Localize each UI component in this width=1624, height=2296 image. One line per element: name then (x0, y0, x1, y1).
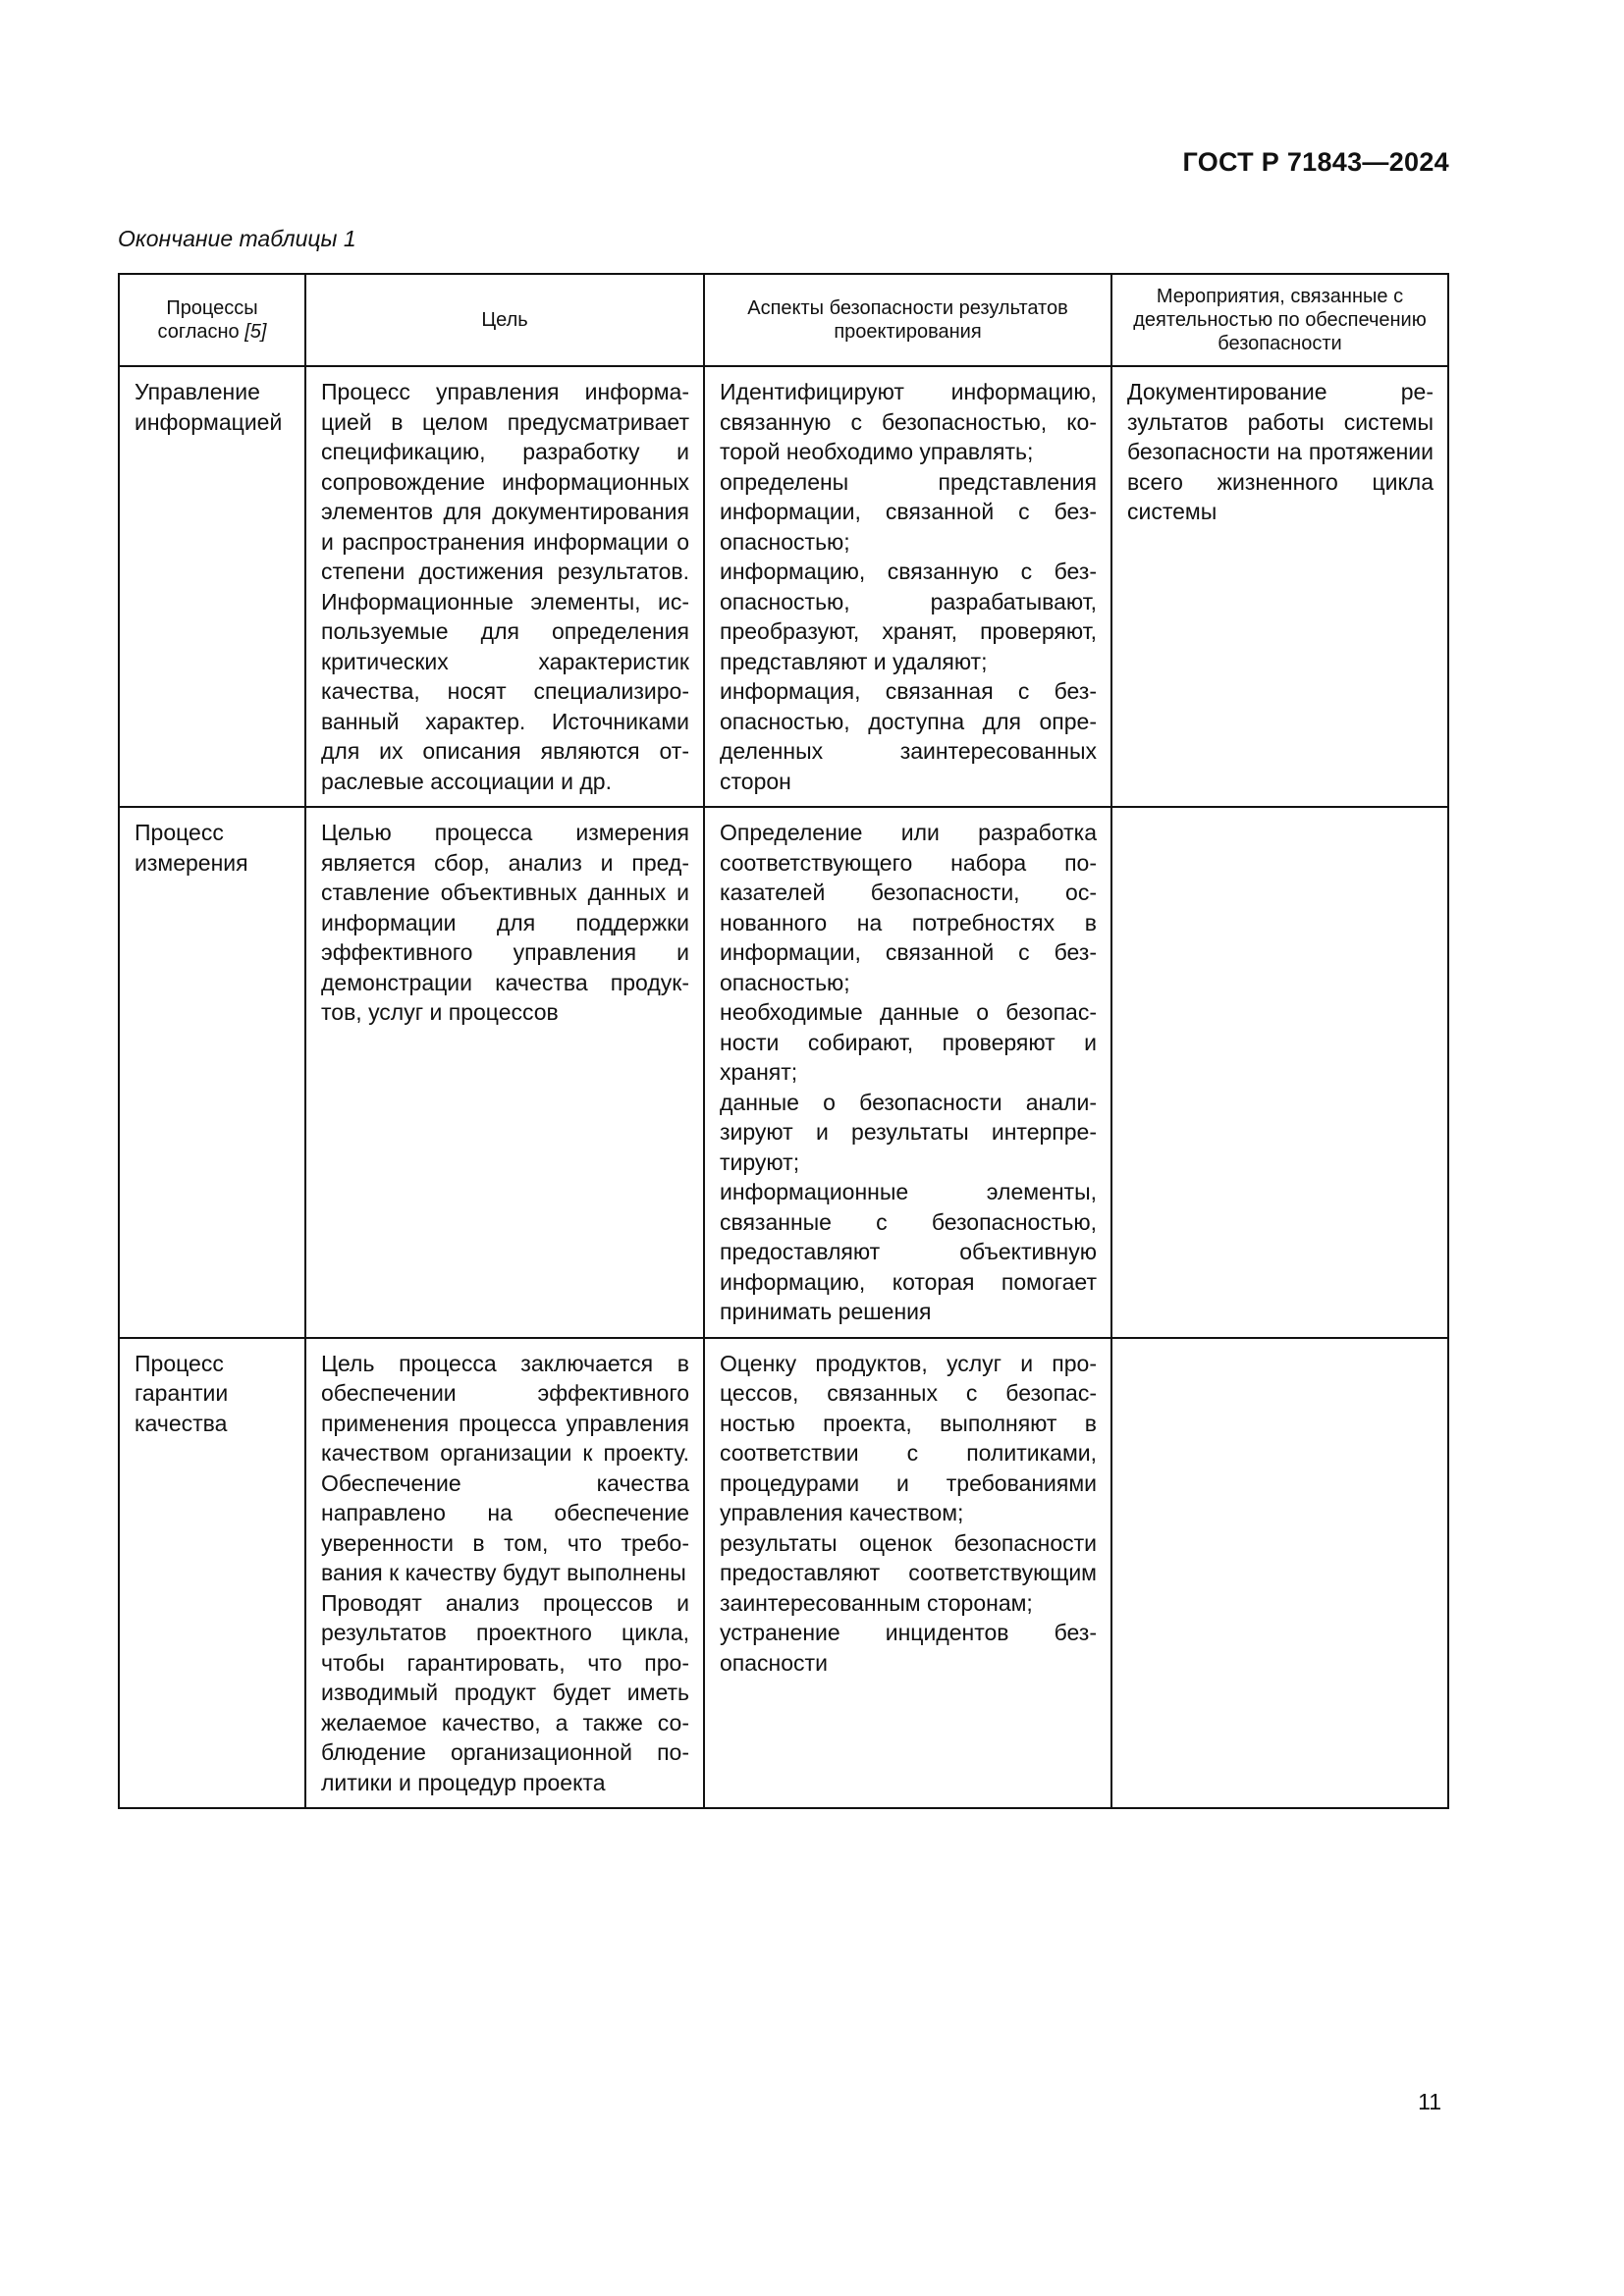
page-number: 11 (1418, 2089, 1441, 2114)
activities-cell: Документирование результатов работы системы безопасности на протяжении всего жизненного цикла системы (1111, 366, 1448, 807)
aspect-item: устранение инцидентов безопасности (720, 1620, 1097, 1676)
aspect-item: необходимые данные о безопасности собирают, проверяют и хранят; (720, 999, 1097, 1085)
goal-paragraph: Проводят анализ процессов и результатов проектного цикла, чтобы гарантировать, что производимый продукт будет иметь желаемое качество, а также соблюдение организационной политики и процедур проекта (321, 1589, 689, 1795)
table-1-continuation (118, 273, 1449, 1809)
header-security-aspects: Аспекты безопасности результатов проектирования (704, 274, 1111, 366)
goal-cell: Процесс управления информацией в целом предусматривает спецификацию, разработку и сопровождение информационных элементов для документирования и распространения информации о степени достижения результатов. Информационные элементы, используемые для определения критических характеристик качества, носят специализированный характер. Источниками для их описания являются отраслевые ассоциации и др. (305, 366, 704, 807)
aspects-cell (704, 1338, 1111, 1809)
document-code: ГОСТ Р 71843—2024 (1182, 147, 1449, 177)
header-goal: Цель (305, 274, 704, 366)
aspect-item: данные о безопасности анализируют и результаты интерпретируют; (720, 1089, 1097, 1175)
table-row (119, 366, 1448, 807)
header-processes: Процессы согласно [5] (119, 274, 305, 366)
aspect-item: Определение или разработка соответствующего набора показателей безопасности, основанного на потребностях в информации, связанной с безопасностью; (720, 820, 1097, 995)
table-row (119, 807, 1448, 1338)
goal-cell (305, 1338, 704, 1809)
table-row (119, 1338, 1448, 1809)
process-cell: Процесс гарантии качества (119, 1338, 305, 1809)
table-header-row (119, 274, 1448, 366)
aspect-item: Оценку продуктов, услуг и процессов, связанных с безопасностью проекта, выполняют в соответствии с политиками, процедурами и требованиями управления качеством; (720, 1350, 1097, 1525)
reference-5: [5] (244, 321, 267, 343)
activities-cell (1111, 1338, 1448, 1809)
goal-cell: Целью процесса измерения является сбор, анализ и представление объективных данных и информации для поддержки эффективного управления и демонстрации качества продуктов, услуг и процессов (305, 807, 704, 1338)
header-security-activities: Мероприятия, связанные с деятельностью по обеспечению безопасности (1111, 274, 1448, 366)
goal-paragraph: Цель процесса заключается в обеспечении эффективного применения процесса управления качеством организации к проекту. Обеспечение качества направлено на обеспечение уверенности в том, что требования к качеству будут выполнены (321, 1350, 689, 1585)
aspect-item: информация, связанная с безопасностью, доступна для определенных заинтересованных сторон (720, 678, 1097, 794)
activities-cell (1111, 807, 1448, 1338)
aspect-item: результаты оценок безопасности предоставляют соответствующим заинтересованным сторонам; (720, 1529, 1097, 1616)
aspect-item: определены представления информации, связанной с безопасностью; (720, 468, 1097, 555)
aspects-cell (704, 366, 1111, 807)
aspects-cell (704, 807, 1111, 1338)
table-caption: Окончание таблицы 1 (118, 226, 356, 251)
process-cell: Процесс измерения (119, 807, 305, 1338)
aspect-item: информационные элементы, связанные с безопасностью, предоставляют объективную информацию, которая помогает принимать решения (720, 1179, 1097, 1324)
aspect-item: Идентифицируют информацию, связанную с безопасностью, которой необходимо управлять; (720, 379, 1097, 464)
aspect-item: информацию, связанную с безопасностью, разрабатывают, преобразуют, хранят, проверяют, представляют и удаляют; (720, 559, 1097, 674)
process-cell: Управление информацией (119, 366, 305, 807)
